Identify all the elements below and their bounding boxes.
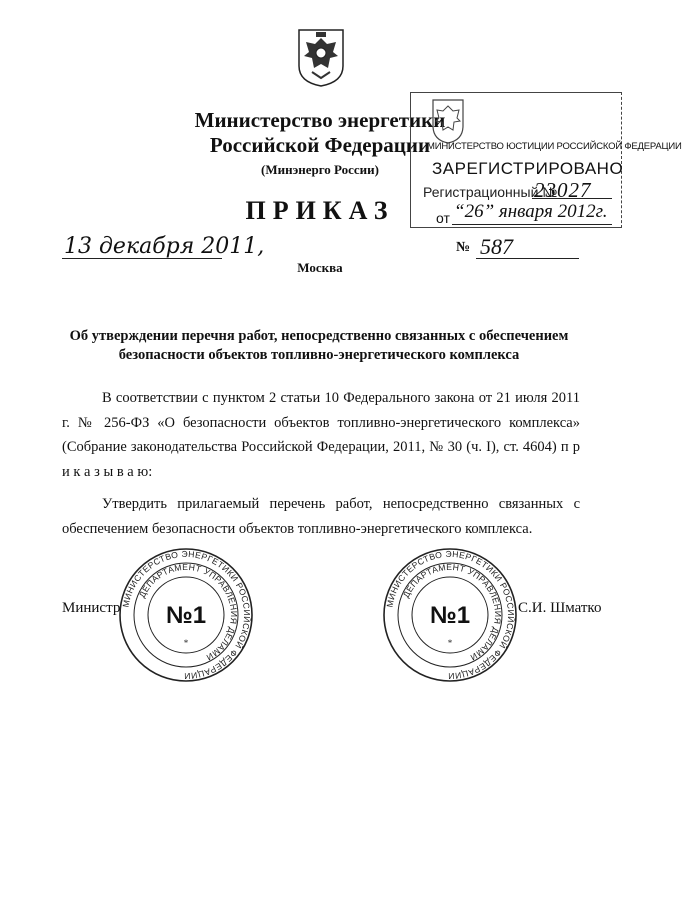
order-heading: Об утверждении перечня работ, непосредственно связанных с обеспечением безопасности объектов топливно-энергетического комплекса	[69, 328, 569, 363]
registration-number: 23027	[534, 178, 592, 202]
registration-number-underline	[532, 198, 612, 199]
city: Москва	[297, 260, 343, 275]
body-paragraph-2: Утвердить прилагаемый перечень работ, непосредственно связанных с обеспечением безопасности объектов топливно-энергетического комплекса.	[62, 496, 580, 537]
registration-date: “26” января 2012г.	[454, 201, 608, 222]
ministry-name-line1: Министерство энергетики	[194, 108, 446, 132]
coat-of-arms-seal-icon	[425, 96, 471, 146]
seal-number: №1	[429, 602, 471, 629]
ministry-name-line2: Российской Федерации	[209, 133, 431, 157]
signatory-name: С.И. Шматко	[518, 600, 602, 616]
body-paragraph-1: В соответствии с пунктом 2 статьи 10 Федерального закона от 21 июля 2011 г. № 256-ФЗ «О безопасности объектов топливно-энергетического комплекса» (Собрание законодательства Российской Федерации, 2011, № 30 (ч. I), ст. 4604) п р и к а з ы в а ю:	[62, 390, 580, 480]
registration-number-label: Регистрационный №	[423, 184, 558, 200]
registration-status: ЗАРЕГИСТРИРОВАНО	[432, 159, 624, 178]
ministry-short-name: (Минэнерго России)	[261, 162, 379, 177]
registration-date-underline	[452, 224, 612, 225]
svg-text:*: *	[447, 638, 453, 648]
order-date-underline	[62, 258, 222, 259]
order-number: 587	[480, 234, 513, 259]
seal-outer-text: МИНИСТЕРСТВО ЭНЕРГЕТИКИ РОССИЙСКОЙ ФЕДЕРАЦИИ	[120, 548, 253, 682]
seal-number: №1	[165, 602, 207, 629]
ministry-seal-right	[381, 546, 519, 684]
signatory-title: Министр	[62, 600, 121, 616]
order-number-underline	[476, 258, 579, 259]
registration-date-label: от	[436, 210, 450, 226]
seal-inner-text: ДЕПАРТАМЕНТ УПРАВЛЕНИЯ ДЕЛАМИ	[136, 561, 240, 663]
registration-authority: МИНИСТЕРСТВО ЮСТИЦИИ РОССИЙСКОЙ ФЕДЕРАЦИИ	[427, 141, 682, 152]
seal-outer-text: МИНИСТЕРСТВО ЭНЕРГЕТИКИ РОССИЙСКОЙ ФЕДЕРАЦИИ	[384, 548, 517, 682]
russian-coat-of-arms-icon	[294, 26, 348, 88]
order-number-label: №	[456, 240, 471, 255]
ministry-seal-left	[117, 546, 255, 684]
svg-text:*: *	[183, 638, 189, 648]
seal-inner-text: ДЕПАРТАМЕНТ УПРАВЛЕНИЯ ДЕЛАМИ	[400, 561, 504, 663]
document-type-title: ПРИКАЗ	[245, 196, 395, 225]
order-date: 13 декабря 2011,	[64, 234, 265, 259]
